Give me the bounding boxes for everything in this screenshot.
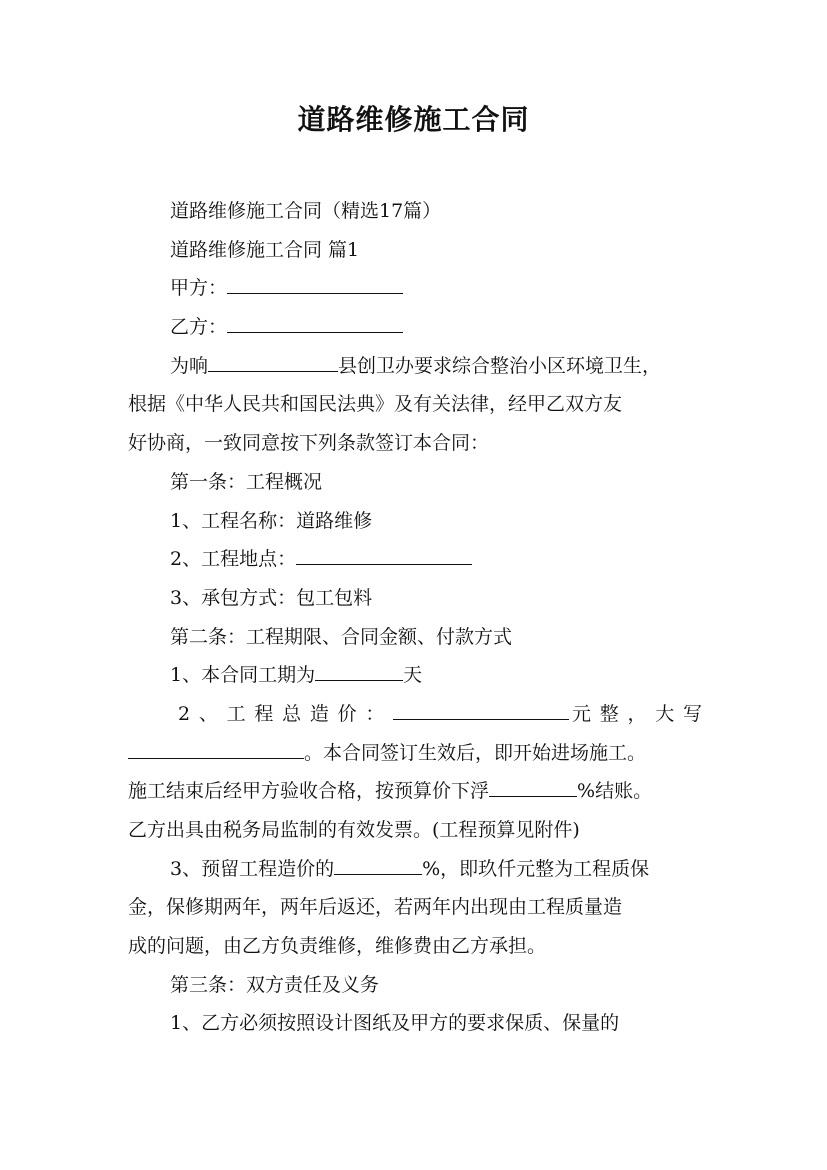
paragraph-line: 道路维修施工合同（精选17篇） xyxy=(170,200,442,222)
duration-blank xyxy=(315,658,403,681)
paragraph-line: 1、工程名称：道路维修 xyxy=(170,509,373,532)
discount-blank xyxy=(489,774,577,797)
amount-words-blank xyxy=(128,736,304,759)
paragraph-line: 成的问题，由乙方负责维修，维修费由乙方承担。 xyxy=(128,935,547,958)
paragraph-line: 1、乙方必须按照设计图纸及甲方的要求保质、保量的 xyxy=(170,1012,620,1035)
document-title: 道路维修施工合同 xyxy=(297,103,530,136)
paragraph-line: 为响 县创卫办要求综合整治小区环境卫生， xyxy=(128,347,708,386)
county-blank xyxy=(208,349,338,372)
party-b-blank xyxy=(227,310,403,333)
location-blank xyxy=(296,542,472,565)
paragraph-line: 道路维修施工合同 篇1 xyxy=(170,238,360,261)
party-b-line: 乙方： xyxy=(128,308,708,347)
paragraph-line: 。本合同签订生效后，即开始进场施工。 xyxy=(128,734,708,773)
paragraph-line: 好协商，一致同意按下列条款签订本合同： xyxy=(128,432,490,455)
party-a-line: 甲方： xyxy=(128,269,708,308)
paragraph-line: 1、本合同工期为 天 xyxy=(128,656,708,695)
section-heading: 第一条：工程概况 xyxy=(170,470,323,493)
paragraph-line: 2、工程地点： xyxy=(128,540,708,579)
document-body xyxy=(128,192,708,1043)
paragraph-line: 3、预留工程造价的 %，即玖仟元整为工程质保 xyxy=(128,850,708,889)
retention-blank xyxy=(334,852,422,875)
total-price-blank xyxy=(393,697,569,720)
paragraph-line: 根据《中华人民共和国民法典》及有关法律，经甲乙双方友 xyxy=(128,393,623,416)
paragraph-line: 金，保修期两年，两年后返还，若两年内出现由工程质量造 xyxy=(128,896,623,919)
paragraph-line: 2、工程总造价： 元整，大写 xyxy=(128,695,708,734)
party-a-blank xyxy=(227,271,403,294)
section-heading: 第三条：双方责任及义务 xyxy=(170,973,380,996)
paragraph-line: 3、承包方式：包工包料 xyxy=(170,586,373,609)
section-heading: 第二条：工程期限、合同金额、付款方式 xyxy=(170,625,513,648)
paragraph-line: 施工结束后经甲方验收合格，按预算价下浮 %结账。 xyxy=(128,772,708,811)
paragraph-line: 乙方出具由税务局监制的有效发票。(工程预算见附件) xyxy=(128,819,580,841)
